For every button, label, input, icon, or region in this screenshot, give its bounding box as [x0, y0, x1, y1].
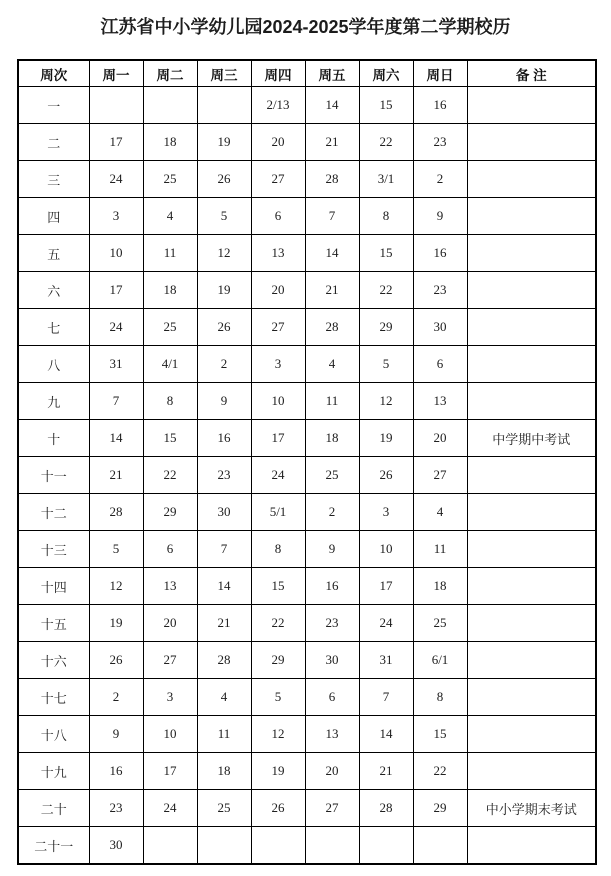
day-cell: 15 — [251, 568, 305, 605]
table-row — [18, 383, 596, 420]
day-cell: 18 — [413, 568, 467, 605]
day-cell: 29 — [359, 309, 413, 346]
day-cell: 8 — [143, 383, 197, 420]
note-cell — [467, 198, 596, 235]
day-cell: 21 — [305, 272, 359, 309]
note-cell — [467, 87, 596, 124]
day-cell: 8 — [413, 679, 467, 716]
day-cell: 29 — [143, 494, 197, 531]
column-header-7: 周日 — [413, 60, 467, 87]
day-cell: 8 — [359, 198, 413, 235]
day-cell: 14 — [305, 87, 359, 124]
day-cell: 18 — [143, 272, 197, 309]
week-label: 十三 — [18, 531, 89, 568]
note-cell — [467, 531, 596, 568]
day-cell: 20 — [413, 420, 467, 457]
day-cell: 18 — [143, 124, 197, 161]
day-cell: 23 — [413, 272, 467, 309]
day-cell: 20 — [251, 272, 305, 309]
day-cell: 19 — [359, 420, 413, 457]
day-cell: 23 — [305, 605, 359, 642]
week-label: 十八 — [18, 716, 89, 753]
week-label: 五 — [18, 235, 89, 272]
day-cell: 13 — [143, 568, 197, 605]
day-cell: 21 — [197, 605, 251, 642]
week-label: 十一 — [18, 457, 89, 494]
day-cell — [89, 87, 143, 124]
day-cell: 2 — [89, 679, 143, 716]
day-cell: 23 — [413, 124, 467, 161]
day-cell: 9 — [305, 531, 359, 568]
day-cell: 14 — [197, 568, 251, 605]
day-cell: 18 — [305, 420, 359, 457]
table-row — [18, 346, 596, 383]
table-row — [18, 642, 596, 679]
day-cell: 15 — [359, 87, 413, 124]
column-header-3: 周三 — [197, 60, 251, 87]
day-cell: 30 — [305, 642, 359, 679]
table-row — [18, 457, 596, 494]
note-cell — [467, 827, 596, 865]
day-cell: 23 — [197, 457, 251, 494]
table-row — [18, 87, 596, 124]
day-cell: 16 — [413, 87, 467, 124]
note-cell — [467, 494, 596, 531]
week-label: 七 — [18, 309, 89, 346]
day-cell: 11 — [413, 531, 467, 568]
day-cell: 26 — [251, 790, 305, 827]
week-label: 十九 — [18, 753, 89, 790]
table-row — [18, 605, 596, 642]
day-cell: 25 — [143, 309, 197, 346]
day-cell: 10 — [143, 716, 197, 753]
day-cell: 28 — [197, 642, 251, 679]
week-label: 四 — [18, 198, 89, 235]
day-cell: 17 — [251, 420, 305, 457]
day-cell: 22 — [359, 272, 413, 309]
note-cell — [467, 124, 596, 161]
day-cell: 12 — [89, 568, 143, 605]
day-cell: 24 — [89, 309, 143, 346]
column-header-2: 周二 — [143, 60, 197, 87]
day-cell: 27 — [251, 161, 305, 198]
day-cell: 15 — [413, 716, 467, 753]
day-cell: 13 — [413, 383, 467, 420]
note-cell — [467, 457, 596, 494]
column-header-8: 备 注 — [467, 60, 596, 87]
day-cell: 17 — [89, 124, 143, 161]
column-header-4: 周四 — [251, 60, 305, 87]
day-cell: 27 — [305, 790, 359, 827]
day-cell: 17 — [359, 568, 413, 605]
table-row — [18, 161, 596, 198]
day-cell: 24 — [143, 790, 197, 827]
day-cell: 21 — [305, 124, 359, 161]
note-cell — [467, 383, 596, 420]
week-label: 十二 — [18, 494, 89, 531]
note-cell: 中小学期末考试 — [467, 790, 596, 827]
day-cell: 4/1 — [143, 346, 197, 383]
day-cell: 5 — [89, 531, 143, 568]
day-cell: 12 — [197, 235, 251, 272]
day-cell: 19 — [89, 605, 143, 642]
day-cell: 17 — [89, 272, 143, 309]
note-cell — [467, 568, 596, 605]
day-cell: 15 — [359, 235, 413, 272]
column-header-6: 周六 — [359, 60, 413, 87]
day-cell: 23 — [89, 790, 143, 827]
day-cell: 3 — [251, 346, 305, 383]
day-cell: 2 — [197, 346, 251, 383]
day-cell: 24 — [251, 457, 305, 494]
day-cell: 25 — [197, 790, 251, 827]
table-row — [18, 309, 596, 346]
week-label: 三 — [18, 161, 89, 198]
day-cell: 25 — [413, 605, 467, 642]
note-cell — [467, 642, 596, 679]
day-cell: 28 — [359, 790, 413, 827]
day-cell: 11 — [197, 716, 251, 753]
day-cell: 5 — [251, 679, 305, 716]
day-cell: 19 — [197, 124, 251, 161]
day-cell: 4 — [413, 494, 467, 531]
note-cell — [467, 753, 596, 790]
week-label: 十 — [18, 420, 89, 457]
day-cell: 11 — [143, 235, 197, 272]
day-cell — [143, 87, 197, 124]
day-cell: 16 — [305, 568, 359, 605]
day-cell: 28 — [305, 161, 359, 198]
day-cell: 9 — [89, 716, 143, 753]
day-cell: 10 — [89, 235, 143, 272]
day-cell: 27 — [413, 457, 467, 494]
day-cell: 27 — [143, 642, 197, 679]
day-cell: 3/1 — [359, 161, 413, 198]
note-cell — [467, 272, 596, 309]
day-cell: 6 — [305, 679, 359, 716]
day-cell: 7 — [305, 198, 359, 235]
day-cell: 20 — [305, 753, 359, 790]
day-cell: 14 — [89, 420, 143, 457]
day-cell — [197, 87, 251, 124]
note-cell: 中学期中考试 — [467, 420, 596, 457]
day-cell: 7 — [197, 531, 251, 568]
day-cell: 16 — [197, 420, 251, 457]
day-cell — [197, 827, 251, 865]
column-header-0: 周次 — [18, 60, 89, 87]
page-title: 江苏省中小学幼儿园2024-2025学年度第二学期校历 — [100, 17, 511, 37]
day-cell — [143, 827, 197, 865]
day-cell: 31 — [359, 642, 413, 679]
day-cell: 14 — [305, 235, 359, 272]
week-label: 十四 — [18, 568, 89, 605]
table-row — [18, 235, 596, 272]
day-cell: 12 — [251, 716, 305, 753]
day-cell: 9 — [413, 198, 467, 235]
day-cell: 16 — [89, 753, 143, 790]
day-cell: 5/1 — [251, 494, 305, 531]
note-cell — [467, 309, 596, 346]
day-cell: 28 — [89, 494, 143, 531]
column-header-1: 周一 — [89, 60, 143, 87]
day-cell: 27 — [251, 309, 305, 346]
day-cell: 26 — [197, 309, 251, 346]
day-cell: 12 — [359, 383, 413, 420]
day-cell: 19 — [251, 753, 305, 790]
week-label: 六 — [18, 272, 89, 309]
day-cell: 4 — [305, 346, 359, 383]
day-cell: 15 — [143, 420, 197, 457]
day-cell: 2/13 — [251, 87, 305, 124]
day-cell: 6 — [413, 346, 467, 383]
day-cell: 25 — [143, 161, 197, 198]
day-cell: 26 — [197, 161, 251, 198]
day-cell: 11 — [305, 383, 359, 420]
day-cell: 30 — [197, 494, 251, 531]
day-cell: 4 — [143, 198, 197, 235]
table-row — [18, 568, 596, 605]
table-row — [18, 716, 596, 753]
day-cell: 30 — [89, 827, 143, 865]
table-row — [18, 531, 596, 568]
day-cell — [251, 827, 305, 865]
day-cell: 29 — [251, 642, 305, 679]
day-cell: 24 — [359, 605, 413, 642]
day-cell: 13 — [251, 235, 305, 272]
day-cell: 22 — [143, 457, 197, 494]
day-cell — [359, 827, 413, 865]
table-row — [18, 494, 596, 531]
table-row — [18, 272, 596, 309]
day-cell: 20 — [251, 124, 305, 161]
table-row — [18, 198, 596, 235]
day-cell: 6/1 — [413, 642, 467, 679]
table-row — [18, 827, 596, 865]
day-cell: 19 — [197, 272, 251, 309]
day-cell: 8 — [251, 531, 305, 568]
day-cell: 26 — [359, 457, 413, 494]
day-cell: 20 — [143, 605, 197, 642]
day-cell: 7 — [89, 383, 143, 420]
day-cell: 30 — [413, 309, 467, 346]
week-label: 十七 — [18, 679, 89, 716]
day-cell — [305, 827, 359, 865]
day-cell: 10 — [359, 531, 413, 568]
day-cell: 29 — [413, 790, 467, 827]
column-header-5: 周五 — [305, 60, 359, 87]
table-row — [18, 753, 596, 790]
note-cell — [467, 716, 596, 753]
day-cell: 13 — [305, 716, 359, 753]
day-cell: 2 — [305, 494, 359, 531]
day-cell: 26 — [89, 642, 143, 679]
table-row — [18, 420, 596, 457]
day-cell: 2 — [413, 161, 467, 198]
day-cell: 3 — [89, 198, 143, 235]
table-row — [18, 679, 596, 716]
week-label: 十六 — [18, 642, 89, 679]
school-calendar-table — [17, 59, 597, 865]
note-cell — [467, 235, 596, 272]
week-label: 二 — [18, 124, 89, 161]
day-cell: 18 — [197, 753, 251, 790]
week-label: 二十一 — [18, 827, 89, 865]
day-cell: 5 — [359, 346, 413, 383]
day-cell: 6 — [251, 198, 305, 235]
note-cell — [467, 161, 596, 198]
table-row — [18, 124, 596, 161]
day-cell: 22 — [359, 124, 413, 161]
day-cell: 4 — [197, 679, 251, 716]
day-cell: 10 — [251, 383, 305, 420]
note-cell — [467, 679, 596, 716]
day-cell: 3 — [143, 679, 197, 716]
day-cell: 6 — [143, 531, 197, 568]
day-cell: 22 — [413, 753, 467, 790]
day-cell: 5 — [197, 198, 251, 235]
note-cell — [467, 346, 596, 383]
day-cell: 24 — [89, 161, 143, 198]
day-cell: 31 — [89, 346, 143, 383]
day-cell: 14 — [359, 716, 413, 753]
day-cell: 25 — [305, 457, 359, 494]
header-row — [18, 60, 596, 87]
day-cell: 16 — [413, 235, 467, 272]
note-cell — [467, 605, 596, 642]
day-cell: 7 — [359, 679, 413, 716]
table-row — [18, 790, 596, 827]
day-cell: 3 — [359, 494, 413, 531]
week-label: 九 — [18, 383, 89, 420]
week-label: 二十 — [18, 790, 89, 827]
week-label: 八 — [18, 346, 89, 383]
day-cell: 21 — [89, 457, 143, 494]
day-cell: 22 — [251, 605, 305, 642]
day-cell — [413, 827, 467, 865]
day-cell: 21 — [359, 753, 413, 790]
week-label: 一 — [18, 87, 89, 124]
day-cell: 28 — [305, 309, 359, 346]
day-cell: 9 — [197, 383, 251, 420]
week-label: 十五 — [18, 605, 89, 642]
day-cell: 17 — [143, 753, 197, 790]
